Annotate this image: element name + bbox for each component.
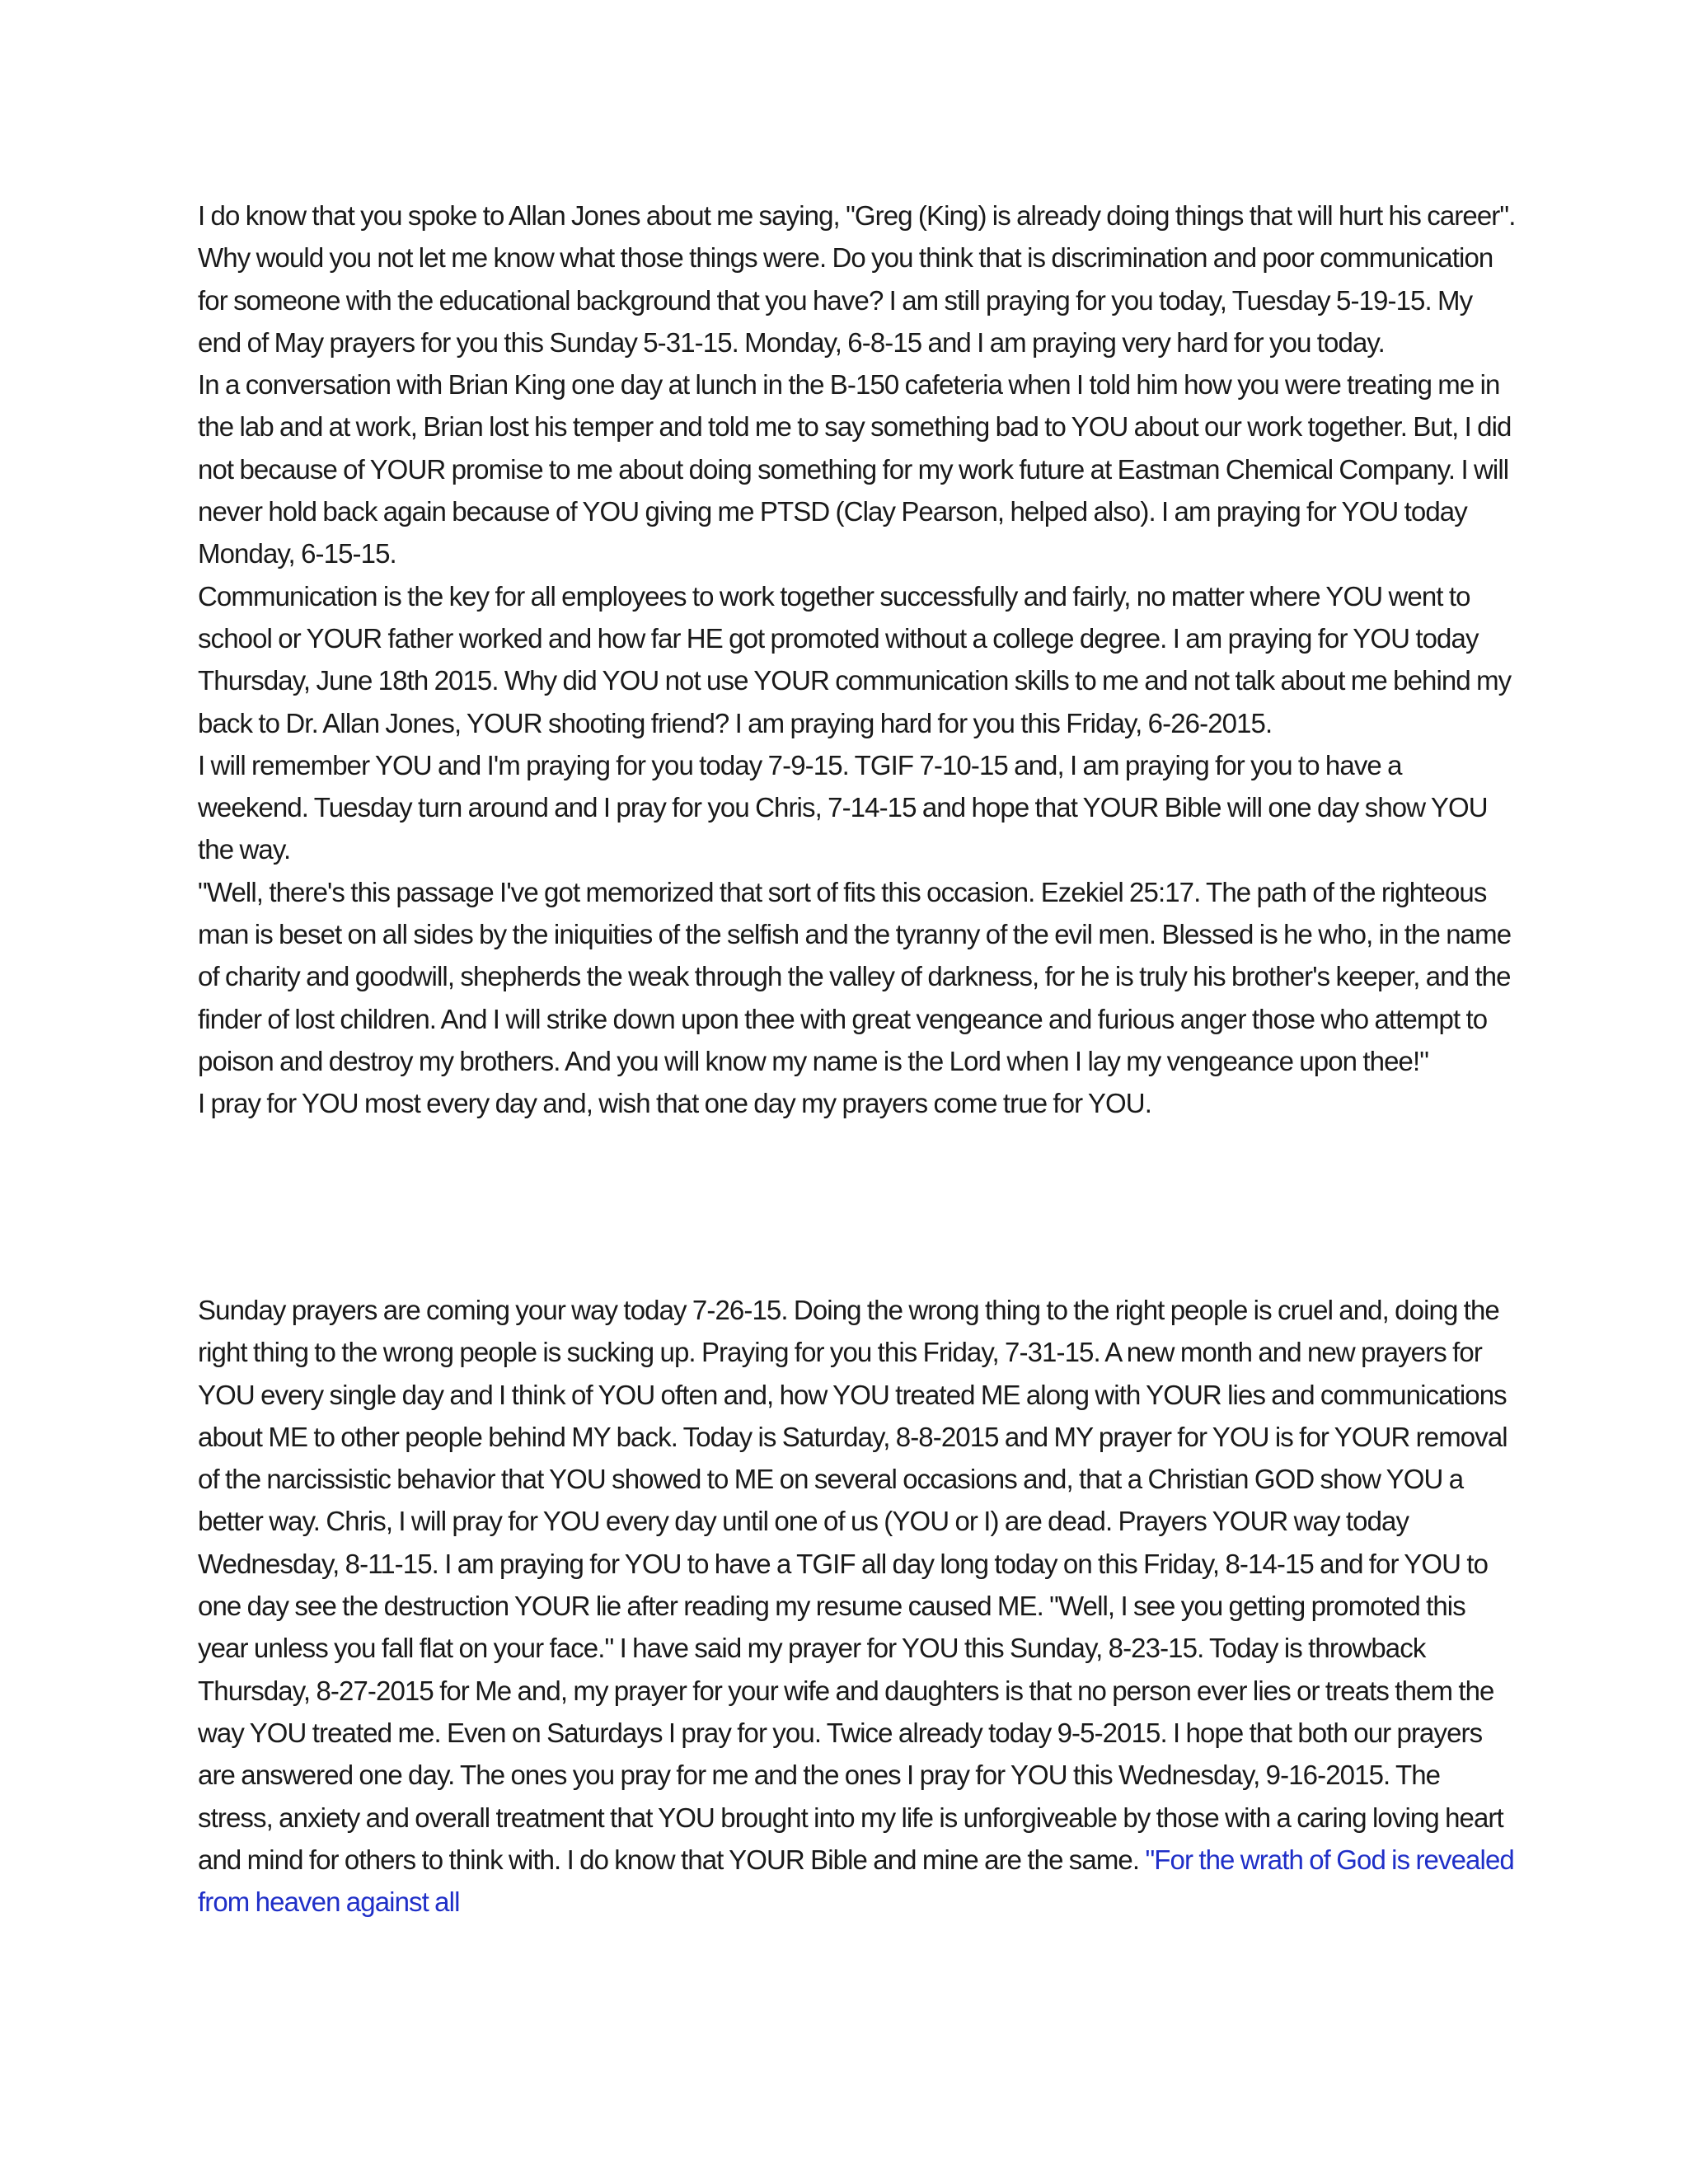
paragraph-brian-king: In a conversation with Brian King one day at lunch in the B-150 cafeteria when I told him how you were treating me in the lab and at work, Brian lost his temper and told me to say something bad to YOU about our work together. But, I did not because of YOUR promise to me about doing something for my work future at Eastman Chemical Company. I will never hold back again because of YOU giving me PTSD (Clay Pearson, helped also). I am praying for YOU today Monday, 6-15-15. xyxy=(198,369,1512,569)
paragraph-pray-for-you: I pray for YOU most every day and, wish that one day my prayers come true for YOU. xyxy=(198,1088,1151,1119)
paragraph-allan-jones: I do know that you spoke to Allan Jones about me saying, "Greg (King) is already doing things that will hurt his career". Why would you not let me know what those things were. Do you think that is discrimination and poor communication for someone with the educational background that you have? I am still praying for you today, Tuesday 5-19-15. My end of May prayers for you this Sunday 5-31-15. Monday, 6-8-15 and I am praying very hard for you today. xyxy=(198,200,1516,358)
bible-quote-link[interactable]: "For the wrath of God is revealed from heaven against all xyxy=(198,1844,1514,1918)
paragraph-ezekiel-quote: "Well, there's this passage I've got memorized that sort of fits this occasion. Ezekiel 25:17. The path of the righteous man is beset on all sides by the iniquities of the selfish and the tyranny of the evil men. Blessed is he who, in the name of charity and goodwill, shepherds the weak through the valley of darkness, for he is truly his brother's keeper, and the finder of lost children. And I will strike down upon thee with great vengeance and furious anger those who attempt to poison and destroy my brothers. And you will know my name is the Lord when I lay my vengeance upon thee!" xyxy=(198,876,1512,1076)
text-block-upper xyxy=(198,194,1517,1125)
paragraph-sunday-prayers-text: Sunday prayers are coming your way today 7-26-15. Doing the wrong thing to the right people is cruel and, doing the right thing to the wrong people is sucking up. Praying for you this Friday, 7-31-15. A new month and new prayers for YOU every single day and I think of YOU often and, how YOU treated ME along with YOUR lies and communications about ME to other people behind MY back. Today is Saturday, 8-8-2015 and MY prayer for YOU is for YOUR removal of the narcissistic behavior that YOU showed to ME on several occasions and, that a Christian GOD show YOU a better way. Chris, I will pray for YOU every day until one of us (YOU or I) are dead. Prayers YOUR way today Wednesday, 8-11-15. I am praying for YOU to have a TGIF all day long today on this Friday, 8-14-15 and for YOU to one day see the destruction YOUR lie after reading my resume caused ME. "Well, I see you getting promoted this year unless you fall flat on your face." I have said my prayer for YOU this Sunday, 8-23-15. Today is throwback Thursday, 8-27-2015 for Me and, my prayer for your wife and daughters is that no person ever lies or treats them the way YOU treated me. Even on Saturdays I pray for you. Twice already today 9-5-2015. I hope that both our prayers are answered one day. The ones you pray for me and the ones I pray for YOU this Wednesday, 9-16-2015. The stress, anxiety and overall treatment that YOU brought into my life is unforgiveable by those with a caring loving heart and mind for others to think with. I do know that YOUR Bible and mine are the same. xyxy=(198,1295,1507,1875)
paragraph-sunday-prayers xyxy=(198,1289,1517,1923)
paragraph-remember-you: I will remember YOU and I'm praying for you today 7-9-15. TGIF 7-10-15 and, I am praying for you to have a weekend. Tuesday turn around and I pray for you Chris, 7-14-15 and hope that YOUR Bible will one day show YOU the way. xyxy=(198,749,1488,865)
text-block-lower xyxy=(198,1289,1517,1923)
paragraph-communication: Communication is the key for all employees to work together successfully and fairly, no matter where YOU went to school or YOUR father worked and how far HE got promoted without a college degree. I am praying for YOU today Thursday, June 18th 2015. Why did YOU not use YOUR communication skills to me and not talk about me behind my back to Dr. Allan Jones, YOUR shooting friend? I am praying hard for you this Friday, 6-26-2015. xyxy=(198,580,1512,738)
